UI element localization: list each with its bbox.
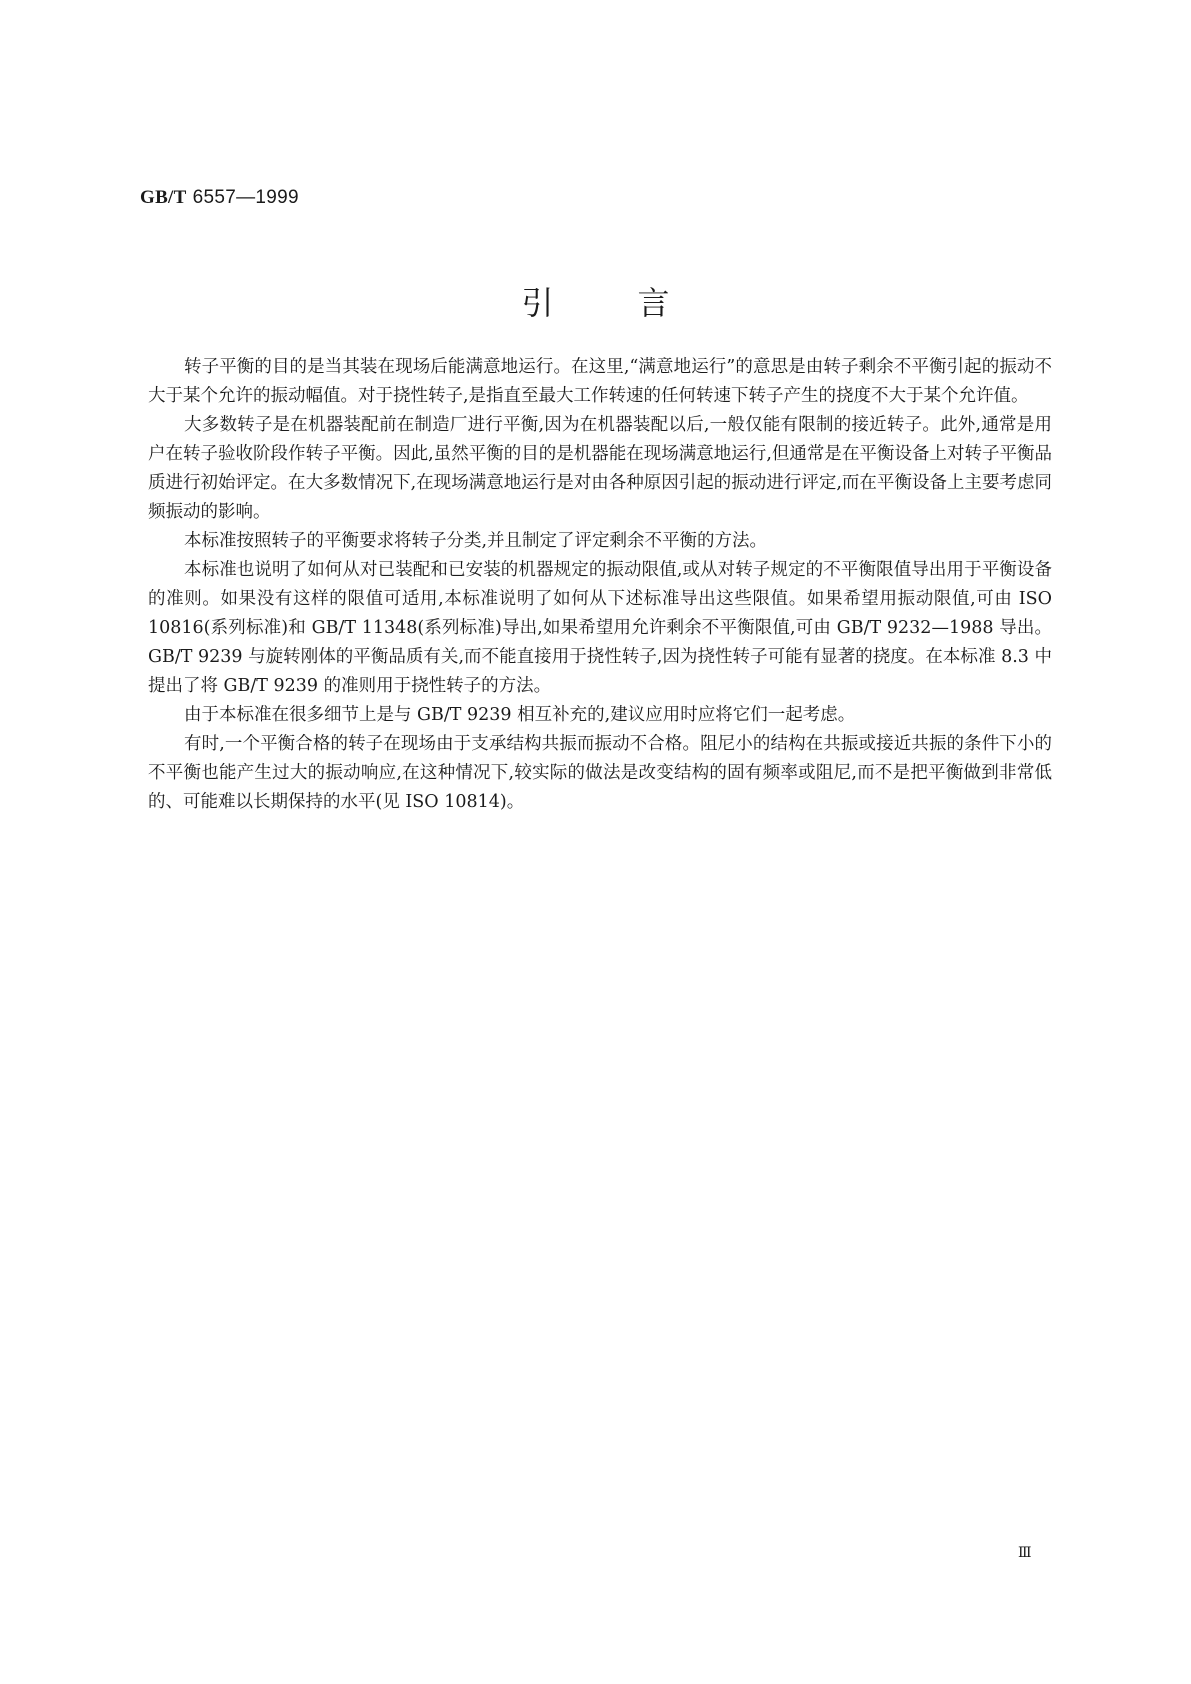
- standard-number: 6557—1999: [192, 187, 299, 208]
- paragraph: 由于本标准在很多细节上是与 GB/T 9239 相互补充的,建议应用时应将它们一起考虑。: [184, 705, 856, 725]
- paragraph: 本标准按照转子的平衡要求将转子分类,并且制定了评定剩余不平衡的方法。: [184, 531, 768, 551]
- page-title: 引言: [521, 284, 754, 322]
- standard-code-header: [140, 186, 299, 209]
- paragraph: 大多数转子是在机器装配前在制造厂进行平衡,因为在机器装配以后,一般仅能有限制的接近转子。此外,通常是用户在转子验收阶段作转子平衡。因此,虽然平衡的目的是机器能在现场满意地运行,但通常是在平衡设备上对转子平衡品质进行初始评定。在大多数情况下,在现场满意地运行是对由各种原因引起的振动进行评定,而在平衡设备上主要考虑同频振动的影响。: [148, 415, 1052, 522]
- standard-prefix: GB/T: [140, 187, 187, 208]
- paragraph: 有时,一个平衡合格的转子在现场由于支承结构共振而振动不合格。阻尼小的结构在共振或接近共振的条件下小的不平衡也能产生过大的振动响应,在这种情况下,较实际的做法是改变结构的固有频率或阻尼,而不是把平衡做到非常低的、可能难以长期保持的水平(见 ISO 10814)。: [148, 734, 1052, 812]
- page-number: Ⅲ: [1018, 1545, 1032, 1561]
- paragraph: 本标准也说明了如何从对已装配和已安装的机器规定的振动限值,或从对转子规定的不平衡限值导出用于平衡设备的准则。如果没有这样的限值可适用,本标准说明了如何从下述标准导出这些限值。如果希望用振动限值,可由 ISO 10816(系列标准)和 GB/T 11348(系列标准)导出,如果希望用允许剩余不平衡限值,可由 GB/T 9232—1988 导出。GB/T 9239 与旋转刚体的平衡品质有关,而不能直接用于挠性转子,因为挠性转子可能有显著的挠度。在本标准 8.3 中提出了将 GB/T 9239 的准则用于挠性转子的方法。: [148, 560, 1052, 696]
- introduction-body: [148, 353, 1052, 817]
- paragraph: 转子平衡的目的是当其装在现场后能满意地运行。在这里,“满意地运行”的意思是由转子剩余不平衡引起的振动不大于某个允许的振动幅值。对于挠性转子,是指直至最大工作转速的任何转速下转子产生的挠度不大于某个允许值。: [148, 357, 1052, 406]
